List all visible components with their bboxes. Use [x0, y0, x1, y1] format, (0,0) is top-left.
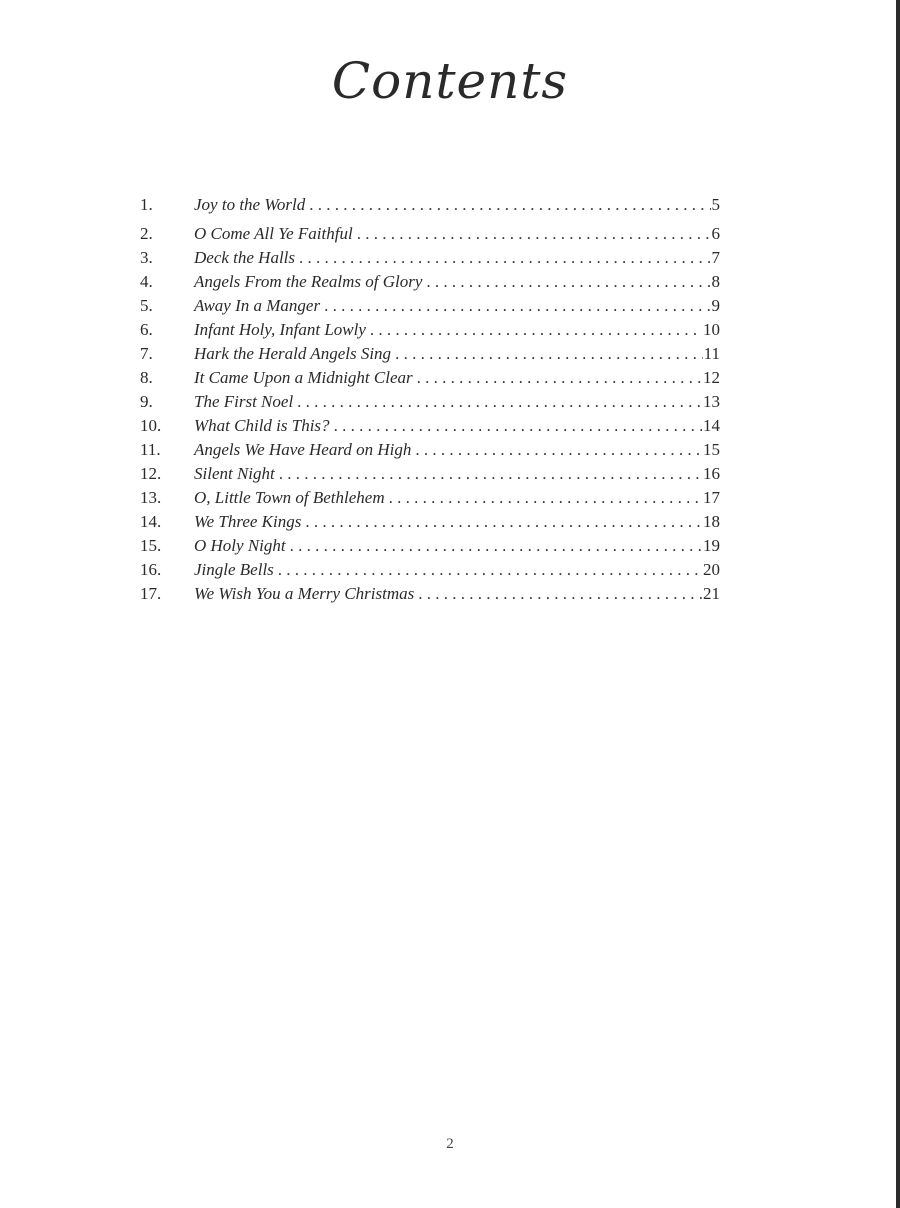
toc-entry-title: Silent Night: [194, 464, 275, 483]
toc-dot-leader: [324, 294, 710, 318]
toc-entry-page: 7: [711, 248, 720, 267]
toc-entry-page: 21: [703, 584, 720, 603]
toc-entry[interactable]: [140, 582, 720, 606]
toc-entry-number: 13.: [140, 488, 162, 507]
toc-entry-number: 16.: [140, 560, 162, 579]
toc-entry[interactable]: [140, 414, 720, 438]
toc-entry-title: Angels From the Realms of Glory: [194, 272, 423, 291]
toc-entry[interactable]: [140, 534, 720, 558]
toc-entry-page: 15: [703, 440, 720, 459]
toc-entry-title: Angels We Have Heard on High: [194, 440, 412, 459]
toc-entry[interactable]: [140, 222, 720, 246]
toc-entry-number: 8.: [140, 368, 153, 387]
toc-entry-page: 17: [703, 488, 720, 507]
toc-entry-title: The First Noel: [194, 392, 294, 411]
toc-entry-page: 6: [711, 224, 720, 243]
toc-entry-number: 4.: [140, 272, 153, 291]
toc-entry[interactable]: [140, 294, 720, 318]
toc-dot-leader: [297, 390, 702, 414]
toc-entry-page: 16: [703, 464, 720, 483]
toc-entry-number: 6.: [140, 320, 153, 339]
toc-dot-leader: [278, 558, 702, 582]
toc-entry-page: 11: [703, 344, 720, 363]
page-title: Contents: [331, 52, 569, 110]
toc-entry-number: 11.: [140, 440, 161, 459]
toc-dot-leader: [426, 270, 710, 294]
toc-entry[interactable]: [140, 193, 720, 222]
page-number: 2: [446, 1136, 454, 1152]
toc-entry-number: 7.: [140, 344, 153, 363]
toc-entry[interactable]: [140, 342, 720, 366]
toc-entry-page: 14: [703, 416, 720, 435]
toc-entry-title: O Come All Ye Faithful: [194, 224, 353, 243]
toc-entry-number: 3.: [140, 248, 153, 267]
toc-entry[interactable]: [140, 270, 720, 294]
toc-entry[interactable]: [140, 246, 720, 270]
toc-entry-number: 1.: [140, 195, 153, 214]
toc-entry-page: 5: [711, 195, 720, 214]
toc-entry-page: 20: [703, 560, 720, 579]
toc-dot-leader: [415, 438, 702, 462]
toc-entry-number: 5.: [140, 296, 153, 315]
toc-entry-number: 14.: [140, 512, 162, 531]
toc-entry-title: Jingle Bells: [194, 560, 274, 579]
toc-dot-leader: [290, 534, 702, 558]
toc-entry-page: 12: [703, 368, 720, 387]
toc-entry-page: 13: [703, 392, 720, 411]
toc-entry-title: We Three Kings: [194, 512, 302, 531]
toc-entry-number: 12.: [140, 464, 162, 483]
toc-entry-title: What Child is This?: [194, 416, 330, 435]
toc-entry-title: We Wish You a Merry Christmas: [194, 584, 415, 603]
toc-entry[interactable]: [140, 558, 720, 582]
toc-entry-title: Hark the Herald Angels Sing: [194, 344, 392, 363]
toc-entry-title: Away In a Manger: [194, 296, 321, 315]
toc-dot-leader: [305, 510, 702, 534]
toc-entry-number: 15.: [140, 536, 162, 555]
toc-entry-number: 10.: [140, 416, 162, 435]
toc-dot-leader: [279, 462, 702, 486]
toc-dot-leader: [309, 193, 710, 217]
toc-entry-title: Joy to the World: [194, 195, 306, 214]
toc-entry-number: 9.: [140, 392, 153, 411]
toc-dot-leader: [418, 582, 702, 606]
toc-entry-page: 18: [703, 512, 720, 531]
toc-entry-page: 19: [703, 536, 720, 555]
toc-entry-number: 17.: [140, 584, 162, 603]
toc-entry-title: Deck the Halls: [194, 248, 296, 267]
toc-entry-number: 2.: [140, 224, 153, 243]
toc-entry-title: O Holy Night: [194, 536, 286, 555]
toc-entry[interactable]: [140, 438, 720, 462]
toc-dot-leader: [334, 414, 702, 438]
toc-entry[interactable]: [140, 318, 720, 342]
page-edge-border: [896, 0, 900, 1208]
toc-dot-leader: [395, 342, 703, 366]
toc-entry-title: Infant Holy, Infant Lowly: [194, 320, 366, 339]
toc-entry[interactable]: [140, 510, 720, 534]
toc-entry-title: It Came Upon a Midnight Clear: [194, 368, 413, 387]
toc-entry-page: 10: [703, 320, 720, 339]
toc-entry-page: 9: [711, 296, 720, 315]
toc-entry[interactable]: [140, 462, 720, 486]
toc-dot-leader: [357, 222, 711, 246]
toc-entry[interactable]: [140, 366, 720, 390]
toc-entry[interactable]: [140, 390, 720, 414]
toc-entry-title: O, Little Town of Bethlehem: [194, 488, 385, 507]
toc-dot-leader: [370, 318, 702, 342]
table-of-contents: [140, 193, 720, 606]
toc-dot-leader: [389, 486, 702, 510]
toc-dot-leader: [299, 246, 710, 270]
toc-entry[interactable]: [140, 486, 720, 510]
toc-entry-page: 8: [711, 272, 720, 291]
toc-dot-leader: [417, 366, 702, 390]
